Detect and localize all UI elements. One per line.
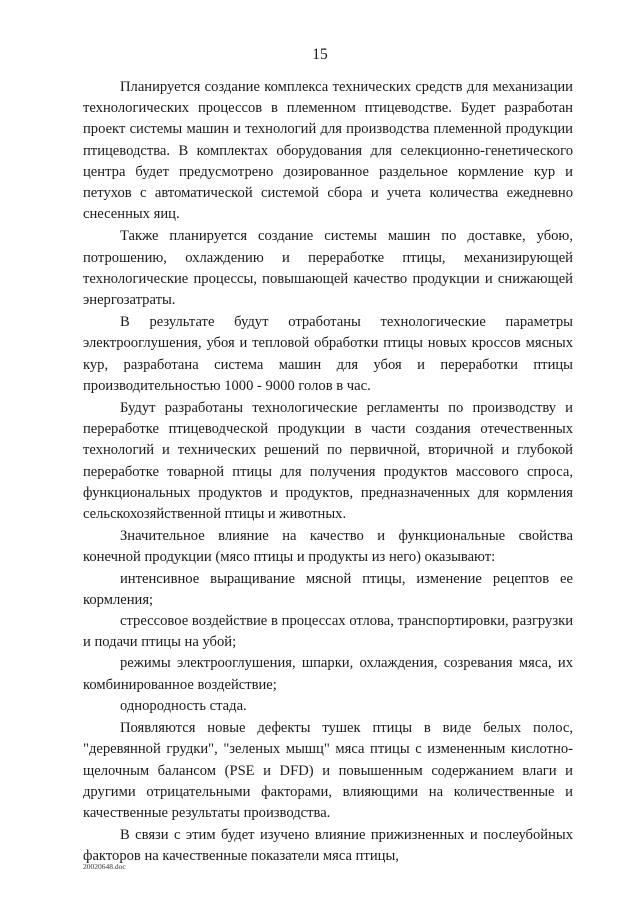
- paragraph-carcass-defects: Появляются новые дефекты тушек птицы в виде белых полос, "деревянной грудки", "зеленых мышц" мяса птицы с измененным кислотно-щелочным балансом (PSE и DFD) и повышенным содержанием влаги и другими отрицательными факторами, влияющими на количественные и качественные результаты производства.: [83, 720, 573, 821]
- list-item-stress-impact: стрессовое воздействие в процессах отлова, транспортировки, разгрузки и подачи птицы на убой;: [83, 613, 573, 651]
- paragraph-breeding-mechanization: Планируется создание комплекса технических средств для механизации технологических процессов в племенном птицеводстве. Будет разработан проект системы машин и технологий для производства племенной продукции птицеводства. В комплектах оборудования для селекционно-генетического центра будет предусмотрено дозированное раздельное кормление кур и петухов с автоматической системой сбора и учета количества ежедневно снесенных яиц.: [83, 79, 573, 223]
- body-text: [83, 76, 573, 868]
- paragraph-quality-factors-intro: Значительное влияние на качество и функциональные свойства конечной продукции (мясо птицы и продукты из него) оказывают:: [83, 528, 573, 566]
- list-item-processing-modes: режимы электрооглушения, шпарки, охлаждения, созревания мяса, их комбинированное воздействие;: [83, 655, 573, 693]
- paragraph-study-factors: В связи с этим будет изучено влияние прижизненных и послеубойных факторов на качественные показатели мяса птицы,: [83, 827, 573, 865]
- paragraph-processing-parameters: В результате будут отработаны технологические параметры электрооглушения, убоя и тепловой обработки птицы новых кроссов мясных кур, разработана система машин для убоя и переработки птицы производительностью 1000 - 9000 голов в час.: [83, 314, 573, 394]
- paragraph-slaughter-machinery: Также планируется создание системы машин по доставке, убою, потрошению, охлаждению и переработке птицы, механизирующей технологические процессы, повышающей качество продукции и снижающей энергозатраты.: [83, 228, 573, 309]
- paragraph-technological-regulations: Будут разработаны технологические регламенты по производству и переработке птицеводческой продукции в части создания отечественных технологий и технических решений по первичной, вторичной и глубокой переработке товарной птицы для получения продуктов массового спроса, функциональных продуктов и продуктов, предназначенных для кормления сельскохозяйственной птицы и животных.: [83, 400, 573, 523]
- list-item-intensive-growing: интенсивное выращивание мясной птицы, изменение рецептов ее кормления;: [83, 570, 573, 608]
- list-item-flock-uniformity: однородность стада.: [120, 697, 247, 714]
- page-number: 15: [312, 46, 328, 63]
- footer-filename: 20020648.doc: [83, 862, 126, 871]
